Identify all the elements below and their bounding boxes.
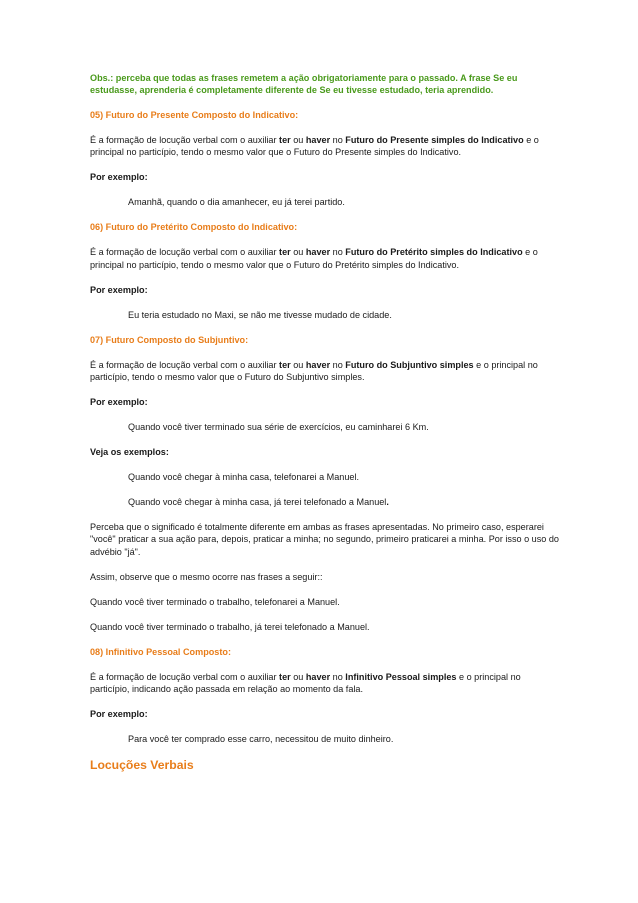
def-text: e o principal no particípio, tendo o mesmo valor que o Futuro do Subjuntivo simples. [90,359,538,383]
term-ter: ter [279,134,291,145]
term-tense: Futuro do Presente simples do Indicativo [345,134,524,145]
obs-note: Obs.: perceba que todas as frases remetem a ação obrigatoriamente para o passado. A frase Se eu estudasse, aprenderia é completamente diferente de Se eu tivesse estudado, teria aprendido. [90,73,518,96]
term-haver: haver [305,134,331,145]
heading-05: 05) Futuro do Presente Composto do Indicativo: [90,109,299,120]
def-text: É a formação de locução verbal com o auxiliar [90,134,280,145]
heading-08: 08) Infinitivo Pessoal Composto: [90,646,231,657]
definition-07 [90,359,560,384]
term-ter: ter [279,247,291,258]
def-text: e o principal no particípio, tendo o mesmo valor que o Futuro do Presente simples do Indicativo. [90,134,539,158]
def-text: no [330,134,346,145]
term-ter: ter [279,671,291,682]
term-haver: haver [305,359,331,370]
example-text: Quando você chegar à minha casa, já terei telefonado a Manuel [128,497,387,508]
example-06: Eu teria estudado no Maxi, se não me tivesse mudado de cidade. [128,309,392,320]
def-text: ou [290,671,306,682]
term-ter: ter [279,359,291,370]
def-text: É a formação de locução verbal com o auxiliar [90,247,280,258]
heading-06: 06) Futuro do Pretérito Composto do Indicativo: [90,222,298,233]
quando-sentence-1: Quando você tiver terminado o trabalho, telefonarei a Manuel. [90,596,340,607]
def-text: e o principal no particípio, tendo o mesmo valor que o Futuro do Pretérito simples do Indicativo. [90,247,538,270]
definition-06 [90,246,560,271]
perceba-paragraph: Perceba que o significado é totalmente diferente em ambas as frases apresentadas. No primeiro caso, esperarei "você" praticar a sua ação para, depois, praticar a minha; no segundo, primeiro praticarei a minha. Por isso o uso do advébio "já". [90,522,559,557]
period: . [386,497,389,508]
por-exemplo-05: Por exemplo: [90,172,148,183]
def-text: e o principal no particípio, indicando ação passada em relação ao momento da fala. [90,671,521,695]
def-text: É a formação de locução verbal com o auxiliar [90,359,280,370]
def-text: no [330,359,346,370]
example-07-a: Quando você chegar à minha casa, telefonarei a Manuel. [128,472,360,483]
example-08: Para você ter comprado esse carro, necessitou de muito dinheiro. [128,734,394,745]
por-exemplo-06: Por exemplo: [90,284,148,295]
example-07-b [90,496,560,508]
def-text: no [330,247,346,258]
term-tense: Futuro do Pretérito simples do Indicativo [345,247,523,258]
definition-08 [90,671,560,696]
heading-07: 07) Futuro Composto do Subjuntivo: [90,334,249,345]
example-07: Quando você tiver terminado sua série de exercícios, eu caminharei 6 Km. [128,422,429,433]
quando-sentence-2: Quando você tiver terminado o trabalho, já terei telefonado a Manuel. [90,621,370,632]
term-tense: Futuro do Subjuntivo simples [345,359,474,370]
term-haver: haver [305,671,331,682]
veja-exemplos: Veja os exemplos: [90,447,169,458]
example-05: Amanhã, quando o dia amanhecer, eu já terei partido. [128,197,345,208]
def-text: no [330,671,346,682]
def-text: ou [290,134,306,145]
por-exemplo-07: Por exemplo: [90,397,148,408]
term-tense: Infinitivo Pessoal simples [345,671,457,682]
assim-paragraph: Assim, observe que o mesmo ocorre nas frases a seguir:: [90,571,323,582]
por-exemplo-08: Por exemplo: [90,709,148,720]
document-content [90,72,560,786]
final-heading: Locuções Verbais [90,758,194,773]
def-text: ou [290,247,306,258]
def-text: ou [290,359,306,370]
definition-05 [90,134,560,159]
term-haver: haver [305,247,331,258]
def-text: É a formação de locução verbal com o auxiliar [90,671,280,682]
